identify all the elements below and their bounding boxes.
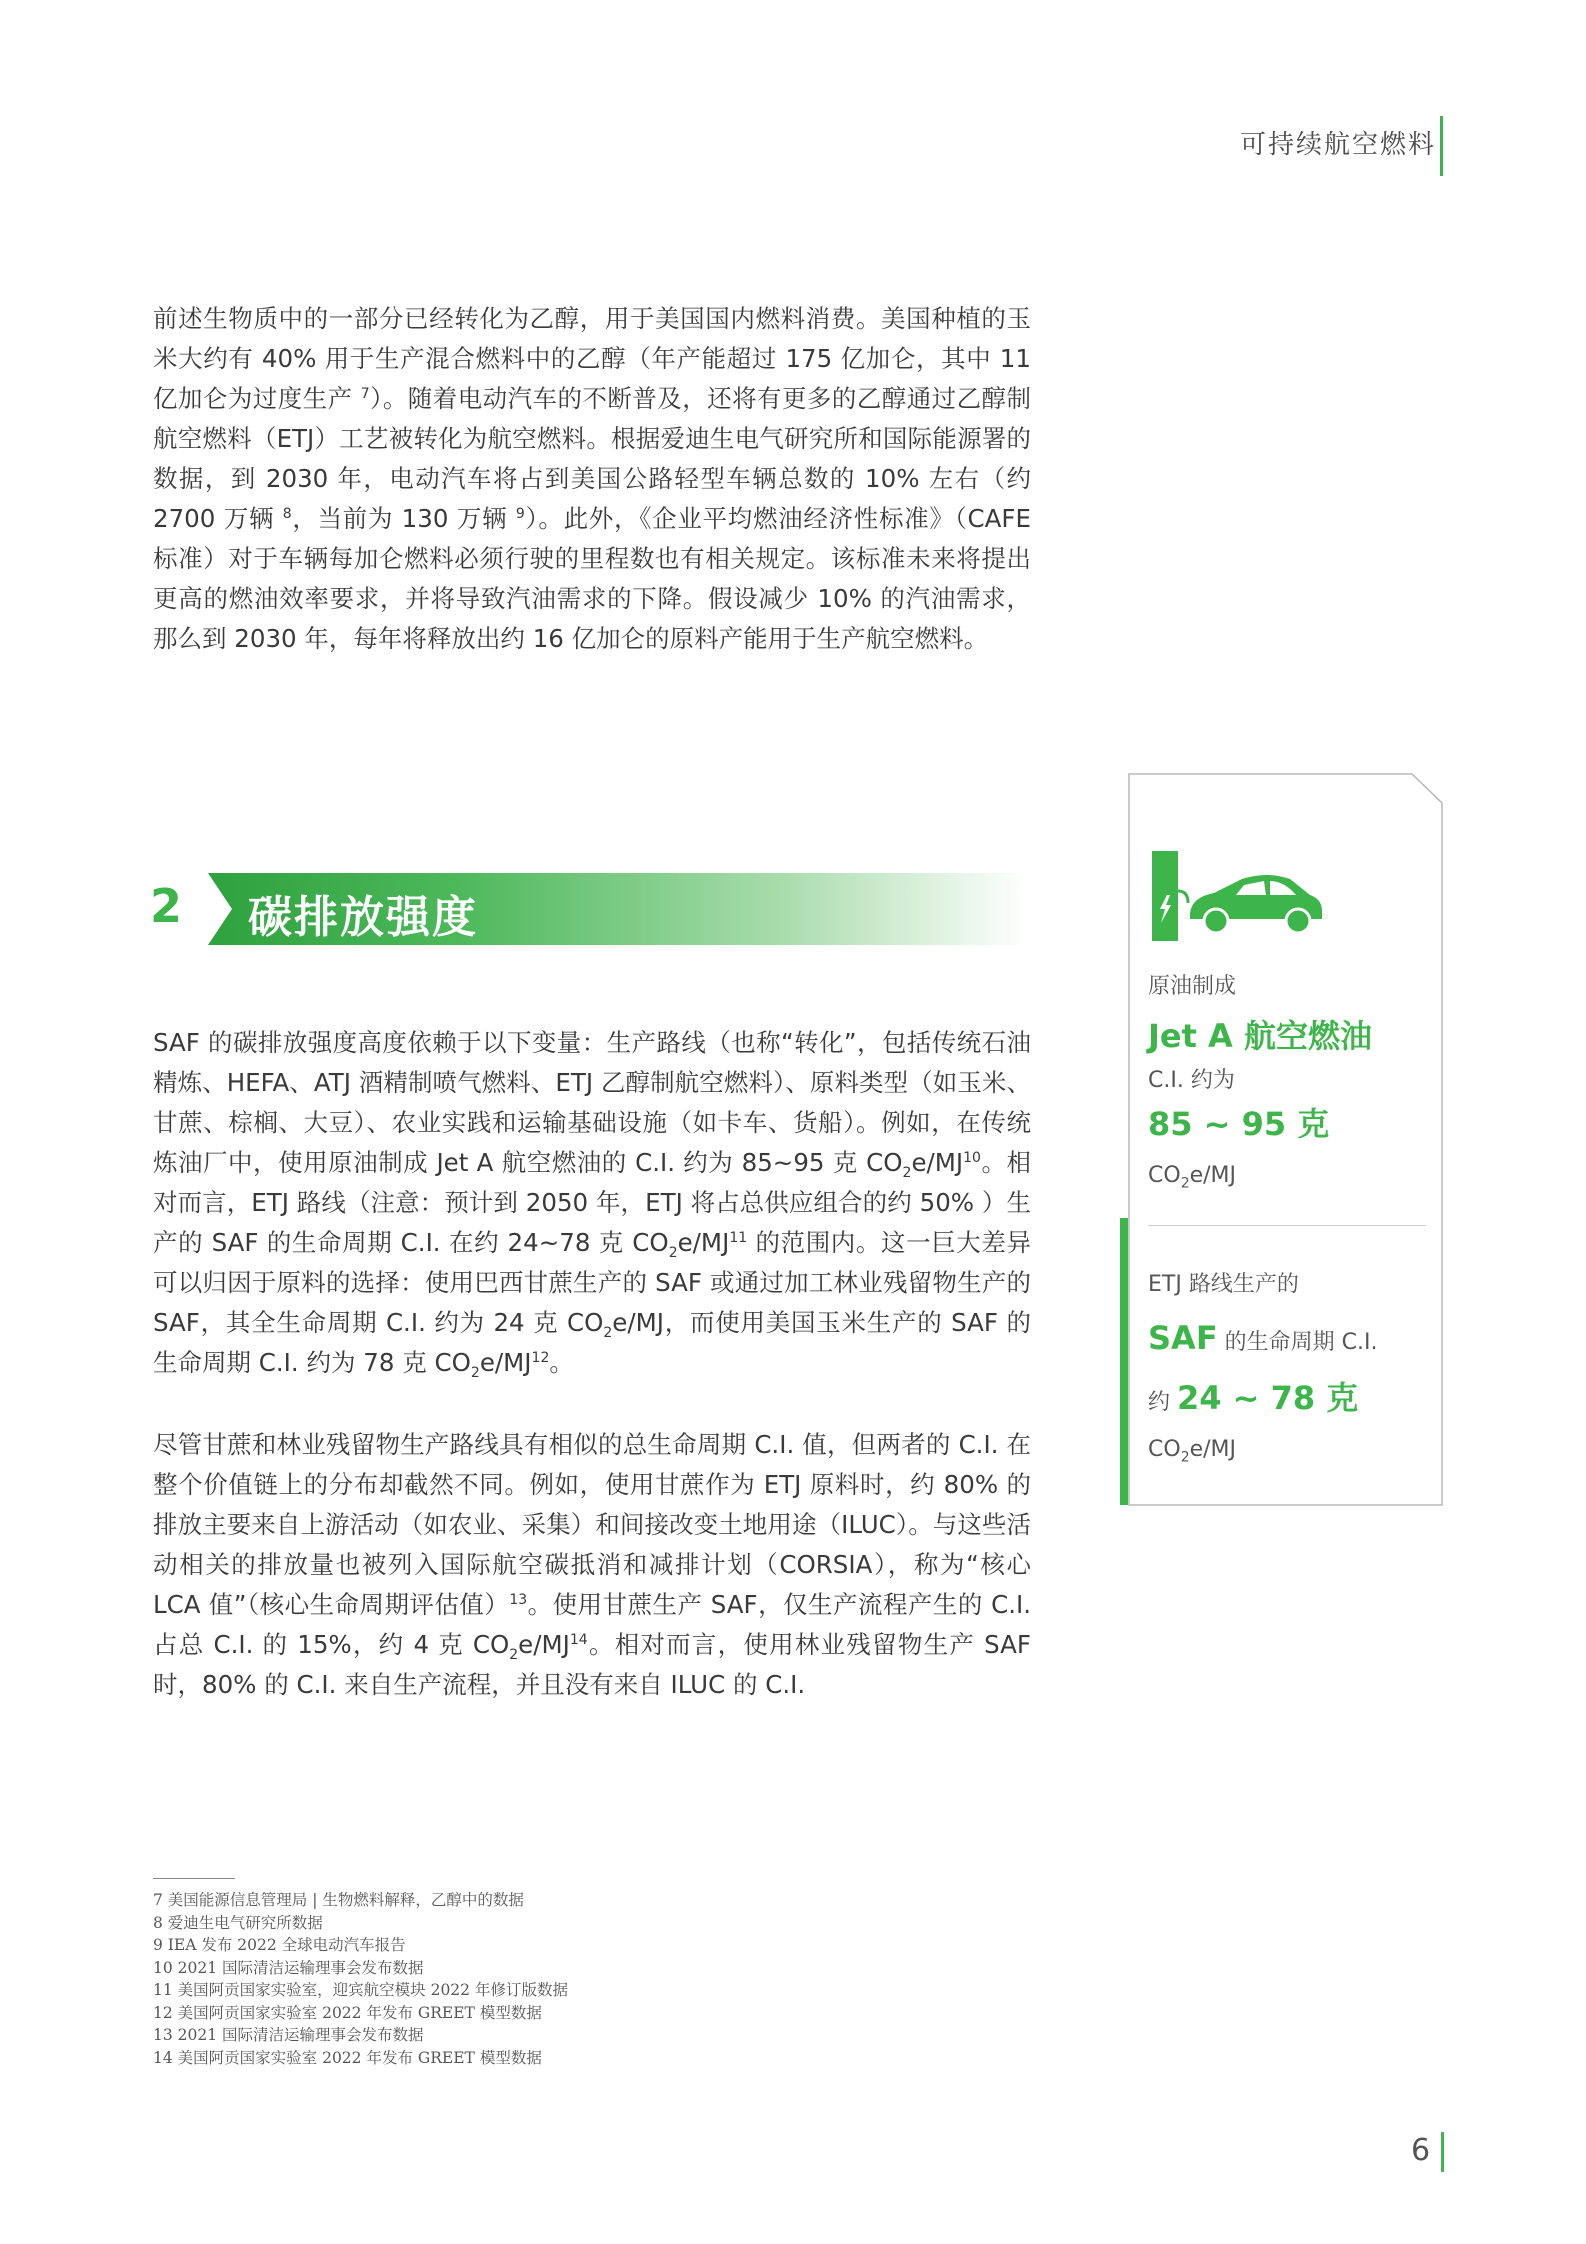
running-header: 可持续航空燃料 [1239,130,1436,160]
etj-saf-line [1148,1319,1378,1357]
p2-seg7: e/MJ [479,1348,532,1377]
p2-sub1: 2 [902,1164,912,1181]
etj-saf-title: SAF [1148,1319,1218,1357]
footnotes [153,1889,1053,2069]
section-number: 2 [150,879,183,933]
p2-sub2: 2 [668,1244,678,1261]
jet-a-ci-unit: $CO_2e/MJ$ [1148,1163,1237,1192]
footnote-9: 9 IEA 发布 2022 全球电动汽车报告 [153,1936,406,1954]
p1-seg2: ）。随着电动汽车的不断普及，还将有更多的乙醇通过乙醇制航空燃料（ETJ）工艺被转化为航空燃料。根据爱迪生电气研究所和国际能源署的数据，到 2030 年，电动汽车将占到美国公路轻型车辆总数的 10% 左右（约 2700 万辆 [153,384,1031,533]
p2-seg1: SAF 的碳排放强度高度依赖于以下变量：生产路线（也称“转化”，包括传统石油精炼、HEFA、ATJ 酒精制喷气燃料、ETJ 乙醇制航空燃料）、原料类型（如玉米、甘蔗、棕榈、大豆）、农业实践和运输基础设施（如卡车、货船）。例如，在传统炼油厂中，使用原油制成 Jet A 航空燃油的 C.I. 约为 85~95 克 CO [153,1028,1031,1177]
footnote-ref-7: 7 [360,385,370,402]
card-divider [1148,1225,1426,1226]
ci-sidebar-card [1128,773,1442,1505]
footnote-12: 12 美国阿贡国家实验室 2022 年发布 GREET 模型数据 [153,2003,542,2022]
p2-sub3: 2 [603,1324,613,1341]
etj-range-line [1148,1373,1358,1419]
jet-a-ci-range: 85 ~ 95 克 [1148,1105,1330,1143]
card-accent-bar [1120,1218,1128,1505]
footnote-11: 11 美国阿贡国家实验室，迎宾航空模块 2022 年修订版数据 [153,1981,568,1999]
p2-seg4: e/MJ [677,1228,730,1257]
p3-sub1: 2 [509,1646,519,1663]
footnote-8: 8 爱迪生电气研究所数据 [153,1913,323,1932]
footnote-7: 7 美国能源信息管理局 | 生物燃料解释，乙醇中的数据 [153,1891,524,1909]
p1-seg1: 前述生物质中的一部分已经转化为乙醇，用于美国国内燃料消费。美国种植的玉米大约有 40% 用于生产混合燃料中的乙醇（年产能超过 175 亿加仑，其中 11 亿加仑为过度生产 [153,304,1031,413]
footnote-14: 14 美国阿贡国家实验室 2022 年发布 GREET 模型数据 [153,2048,542,2067]
paragraph-biomass-ethanol [153,299,1031,659]
p2-seg3: 。相对而言，ETJ 路线（注意：预计到 2050 年，ETJ 将占总供应组合的约 50% ）生产的 SAF 的生命周期 C.I. 在约 24~78 克 CO [153,1148,1031,1257]
etj-ci-range: 24 ~ 78 克 [1177,1379,1359,1417]
footnote-10: 10 2021 国际清洁运输理事会发布数据 [153,1958,424,1977]
footnote-separator [153,1878,235,1879]
section-title: 碳排放强度 [248,892,478,943]
p3-seg3: e/MJ [518,1630,570,1659]
p1-seg4: ）。此外，《企业平均燃油经济性标准》（CAFE 标准）对于车辆每加仑燃料必须行驶的里程数也有相关规定。该标准未来将提出更高的燃油效率要求，并将导致汽油需求的下降。假设减少 10% 的汽油需求，那么到 2030 年，每年将释放出约 16 亿加仑的原料产能用于生产航空燃料。 [153,504,1031,653]
footnote-ref-14: 14 [569,1631,588,1648]
section-heading [148,873,1028,945]
paragraph-ci-variables [153,1023,1031,1383]
ev-charging-car-icon [1150,851,1330,941]
p2-sub4: 2 [470,1364,480,1381]
paragraph-value-chain [153,1425,1031,1705]
etj-approx-label: 约 [1148,1390,1177,1415]
jet-a-source-label: 原油制成 [1148,974,1237,999]
page-number-accent-bar [1441,2132,1444,2172]
p2-seg6: e/MJ，而使用美国玉米生产的 SAF 的生命周期 C.I. 约为 78 克 CO [153,1308,1032,1377]
p3-seg2: 。使用甘蔗生产 SAF，仅生产流程产生的 C.I. 占总 C.I. 的 15%，约 4 克 CO [153,1590,1032,1659]
etj-source-label: ETJ 路线生产的 [1148,1272,1299,1297]
p1-seg3: ，当前为 130 万辆 [291,504,516,533]
page-number: 6 [1411,2133,1431,2168]
footnote-ref-11: 11 [729,1229,748,1246]
jet-a-fuel-title: Jet A 航空燃油 [1148,1017,1372,1055]
p2-seg5: 的范围内。这一巨大差异可以归因于原料的选择：使用巴西甘蔗生产的 SAF 或通过加工林业残留物生产的 SAF，其全生命周期 C.I. 约为 24 克 CO [153,1228,1031,1337]
footnote-ref-9: 9 [515,505,525,522]
etj-ci-unit: $CO_2e/MJ$ [1148,1437,1237,1466]
p2-seg2: e/MJ [911,1148,964,1177]
footnote-ref-12: 12 [531,1349,550,1366]
p2-seg8: 。 [549,1348,574,1377]
etj-lifecycle-label: 的生命周期 C.I. [1217,1330,1378,1355]
jet-a-ci-label: C.I. 约为 [1148,1068,1235,1093]
footnote-ref-8: 8 [282,505,292,522]
footnote-13: 13 2021 国际清洁运输理事会发布数据 [153,2026,424,2044]
footnote-ref-13: 13 [509,1591,528,1608]
p3-seg1: 尽管甘蔗和林业残留物生产路线具有相似的总生命周期 C.I. 值，但两者的 C.I. 在整个价值链上的分布却截然不同。例如，使用甘蔗作为 ETJ 原料时，约 80% 的排放主要来自上游活动（如农业、采集）和间接改变土地用途（ILUC）。与这些活动相关的排放量也被列入国际航空碳抵消和减排计划（CORSIA），称为“核心 LCA 值”（核心生命周期评估值） [153,1430,1031,1619]
p3-seg4: 。相对而言，使用林业残留物生产 SAF 时，80% 的 C.I. 来自生产流程，并且没有来自 ILUC 的 C.I. [153,1630,1031,1699]
footnote-ref-10: 10 [963,1149,981,1166]
header-accent-bar [1440,116,1443,176]
